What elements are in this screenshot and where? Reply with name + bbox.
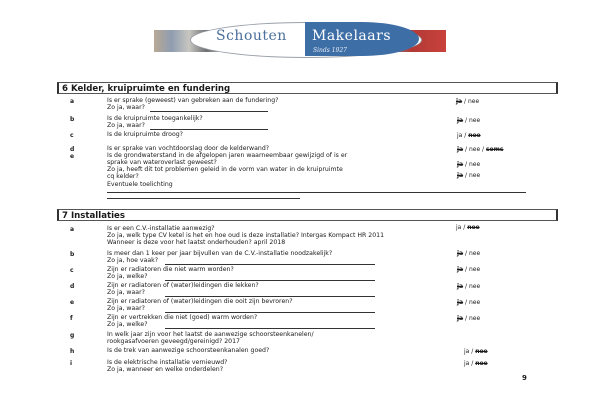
yes-no-answer[interactable]: ja / nee <box>457 161 481 168</box>
remarks-line[interactable] <box>107 198 300 199</box>
question-text: Is meer dan 1 keer per jaar bijvullen van de C.V.-installatie noodzakelijk? <box>107 250 333 257</box>
answer-line[interactable] <box>165 264 375 265</box>
question-letter: b <box>70 116 75 123</box>
question-letter: a <box>70 98 75 105</box>
question-text: Zijn er radiatoren of (water)leidingen die lekken? <box>107 282 259 289</box>
question-text: In welk jaar zijn voor het laatst de aanwezige schoorsteenkanelen/ <box>107 331 314 338</box>
question-text: Is de trek van aanwezige schoorsteenkanalen goed? <box>107 347 270 354</box>
answer-line[interactable] <box>150 129 268 130</box>
question-letter: c <box>70 132 74 139</box>
company-logo <box>154 22 446 58</box>
yes-no-answer[interactable]: ja / nee <box>457 117 481 124</box>
yes-no-answer[interactable]: ja / nee <box>457 315 481 322</box>
yes-no-answer[interactable]: ja / nee <box>464 348 488 355</box>
answer-line[interactable] <box>165 328 375 329</box>
answer-line[interactable] <box>165 312 375 313</box>
yes-no-answer[interactable]: ja / nee <box>457 172 481 179</box>
question-followup: Zo ja, welk type CV ketel is het en hoe oud is deze installatie? Intergas Kompact HR 2011 <box>107 232 385 239</box>
yes-no-answer[interactable]: ja / nee <box>457 132 481 139</box>
logo-since: Sinds 1927 <box>313 47 347 54</box>
question-letter: b <box>70 251 75 258</box>
question-letter: d <box>70 146 75 153</box>
yes-no-answer[interactable]: ja / nee <box>457 266 481 273</box>
question-text: Is er sprake van vochtdoorslag door de kelderwand? <box>107 145 270 152</box>
question-text: Zijn er radiatoren of (water)leidingen die ooit zijn bevroren? <box>107 298 293 305</box>
question-letter: e <box>70 153 75 160</box>
question-letter: h <box>70 348 75 355</box>
remarks-line[interactable] <box>107 192 526 193</box>
yes-no-answer[interactable]: ja / nee <box>464 360 488 367</box>
yes-no-answer[interactable]: ja / nee <box>457 250 481 257</box>
question-text: Is de kruipruimte toegankelijk? <box>107 115 203 122</box>
question-followup-cont: cq kelder? <box>107 173 139 180</box>
question-text-cont: sprake van wateroverlast geweest? <box>107 159 217 166</box>
question-text: Is de grondwaterstand in de afgelopen jaren waarneembaar gewijzigd of is er <box>107 152 348 159</box>
answer-line[interactable] <box>165 280 375 281</box>
yes-no-answer[interactable]: ja / nee <box>457 299 481 306</box>
question-followup: Zo ja, hoe vaak? <box>107 257 159 264</box>
logo-word-makelaars: Makelaars <box>312 28 391 44</box>
remarks-label: Eventuele toelichting <box>107 181 173 188</box>
question-text: Zijn er vertrekken die niet (goed) warm worden? <box>107 314 258 321</box>
question-followup: Zo ja, waar? <box>107 122 145 129</box>
question-letter: d <box>70 283 75 290</box>
logo-word-schouten: Schouten <box>216 28 287 44</box>
answer-line[interactable] <box>150 111 268 112</box>
question-letter: g <box>70 332 75 339</box>
question-followup: Zo ja, waar? <box>107 289 145 296</box>
question-text-with-answer: rookgasafvoeren geveegd/gereinigd? 2017 <box>107 338 240 345</box>
question-followup: Wanneer is deze voor het laatst onderhouden? april 2018 <box>107 239 286 246</box>
question-text: Is de elektrische installatie vernieuwd? <box>107 359 228 366</box>
question-followup: Zo ja, waar? <box>107 305 145 312</box>
answer-line[interactable] <box>165 296 375 297</box>
question-letter: i <box>70 360 73 367</box>
section-6-heading: 6 Kelder, kruipruimte en fundering <box>57 82 558 94</box>
yes-no-answer[interactable]: ja / nee <box>457 283 481 290</box>
yes-no-answer[interactable]: ja / nee <box>456 224 480 231</box>
question-letter: a <box>70 226 75 233</box>
question-letter: c <box>70 267 74 274</box>
section-7-heading: 7 Installaties <box>57 209 558 221</box>
question-text: Is de kruipruimte droog? <box>107 131 183 138</box>
question-followup: Zo ja, waar? <box>107 104 145 111</box>
question-followup: Zo ja, wanneer en welke onderdelen? <box>107 366 224 373</box>
question-text: Is er een C.V.-installatie aanwezig? <box>107 225 215 232</box>
page-number: 9 <box>522 374 527 382</box>
question-followup: Zo ja, heeft dit tot problemen geleid in de vorm van water in de kruipruimte <box>107 166 343 173</box>
question-text: Is er sprake (geweest) van gebreken aan de fundering? <box>107 97 279 104</box>
yes-no-sometimes-answer[interactable]: ja / nee / soms <box>457 146 504 153</box>
yes-no-answer[interactable]: ja / nee <box>456 98 480 105</box>
question-letter: e <box>70 299 75 306</box>
question-text: Zijn er radiatoren die niet warm worden? <box>107 266 234 273</box>
question-followup: Zo ja, welke? <box>107 273 148 280</box>
question-followup: Zo ja, welke? <box>107 321 148 328</box>
question-letter: f <box>70 315 73 322</box>
